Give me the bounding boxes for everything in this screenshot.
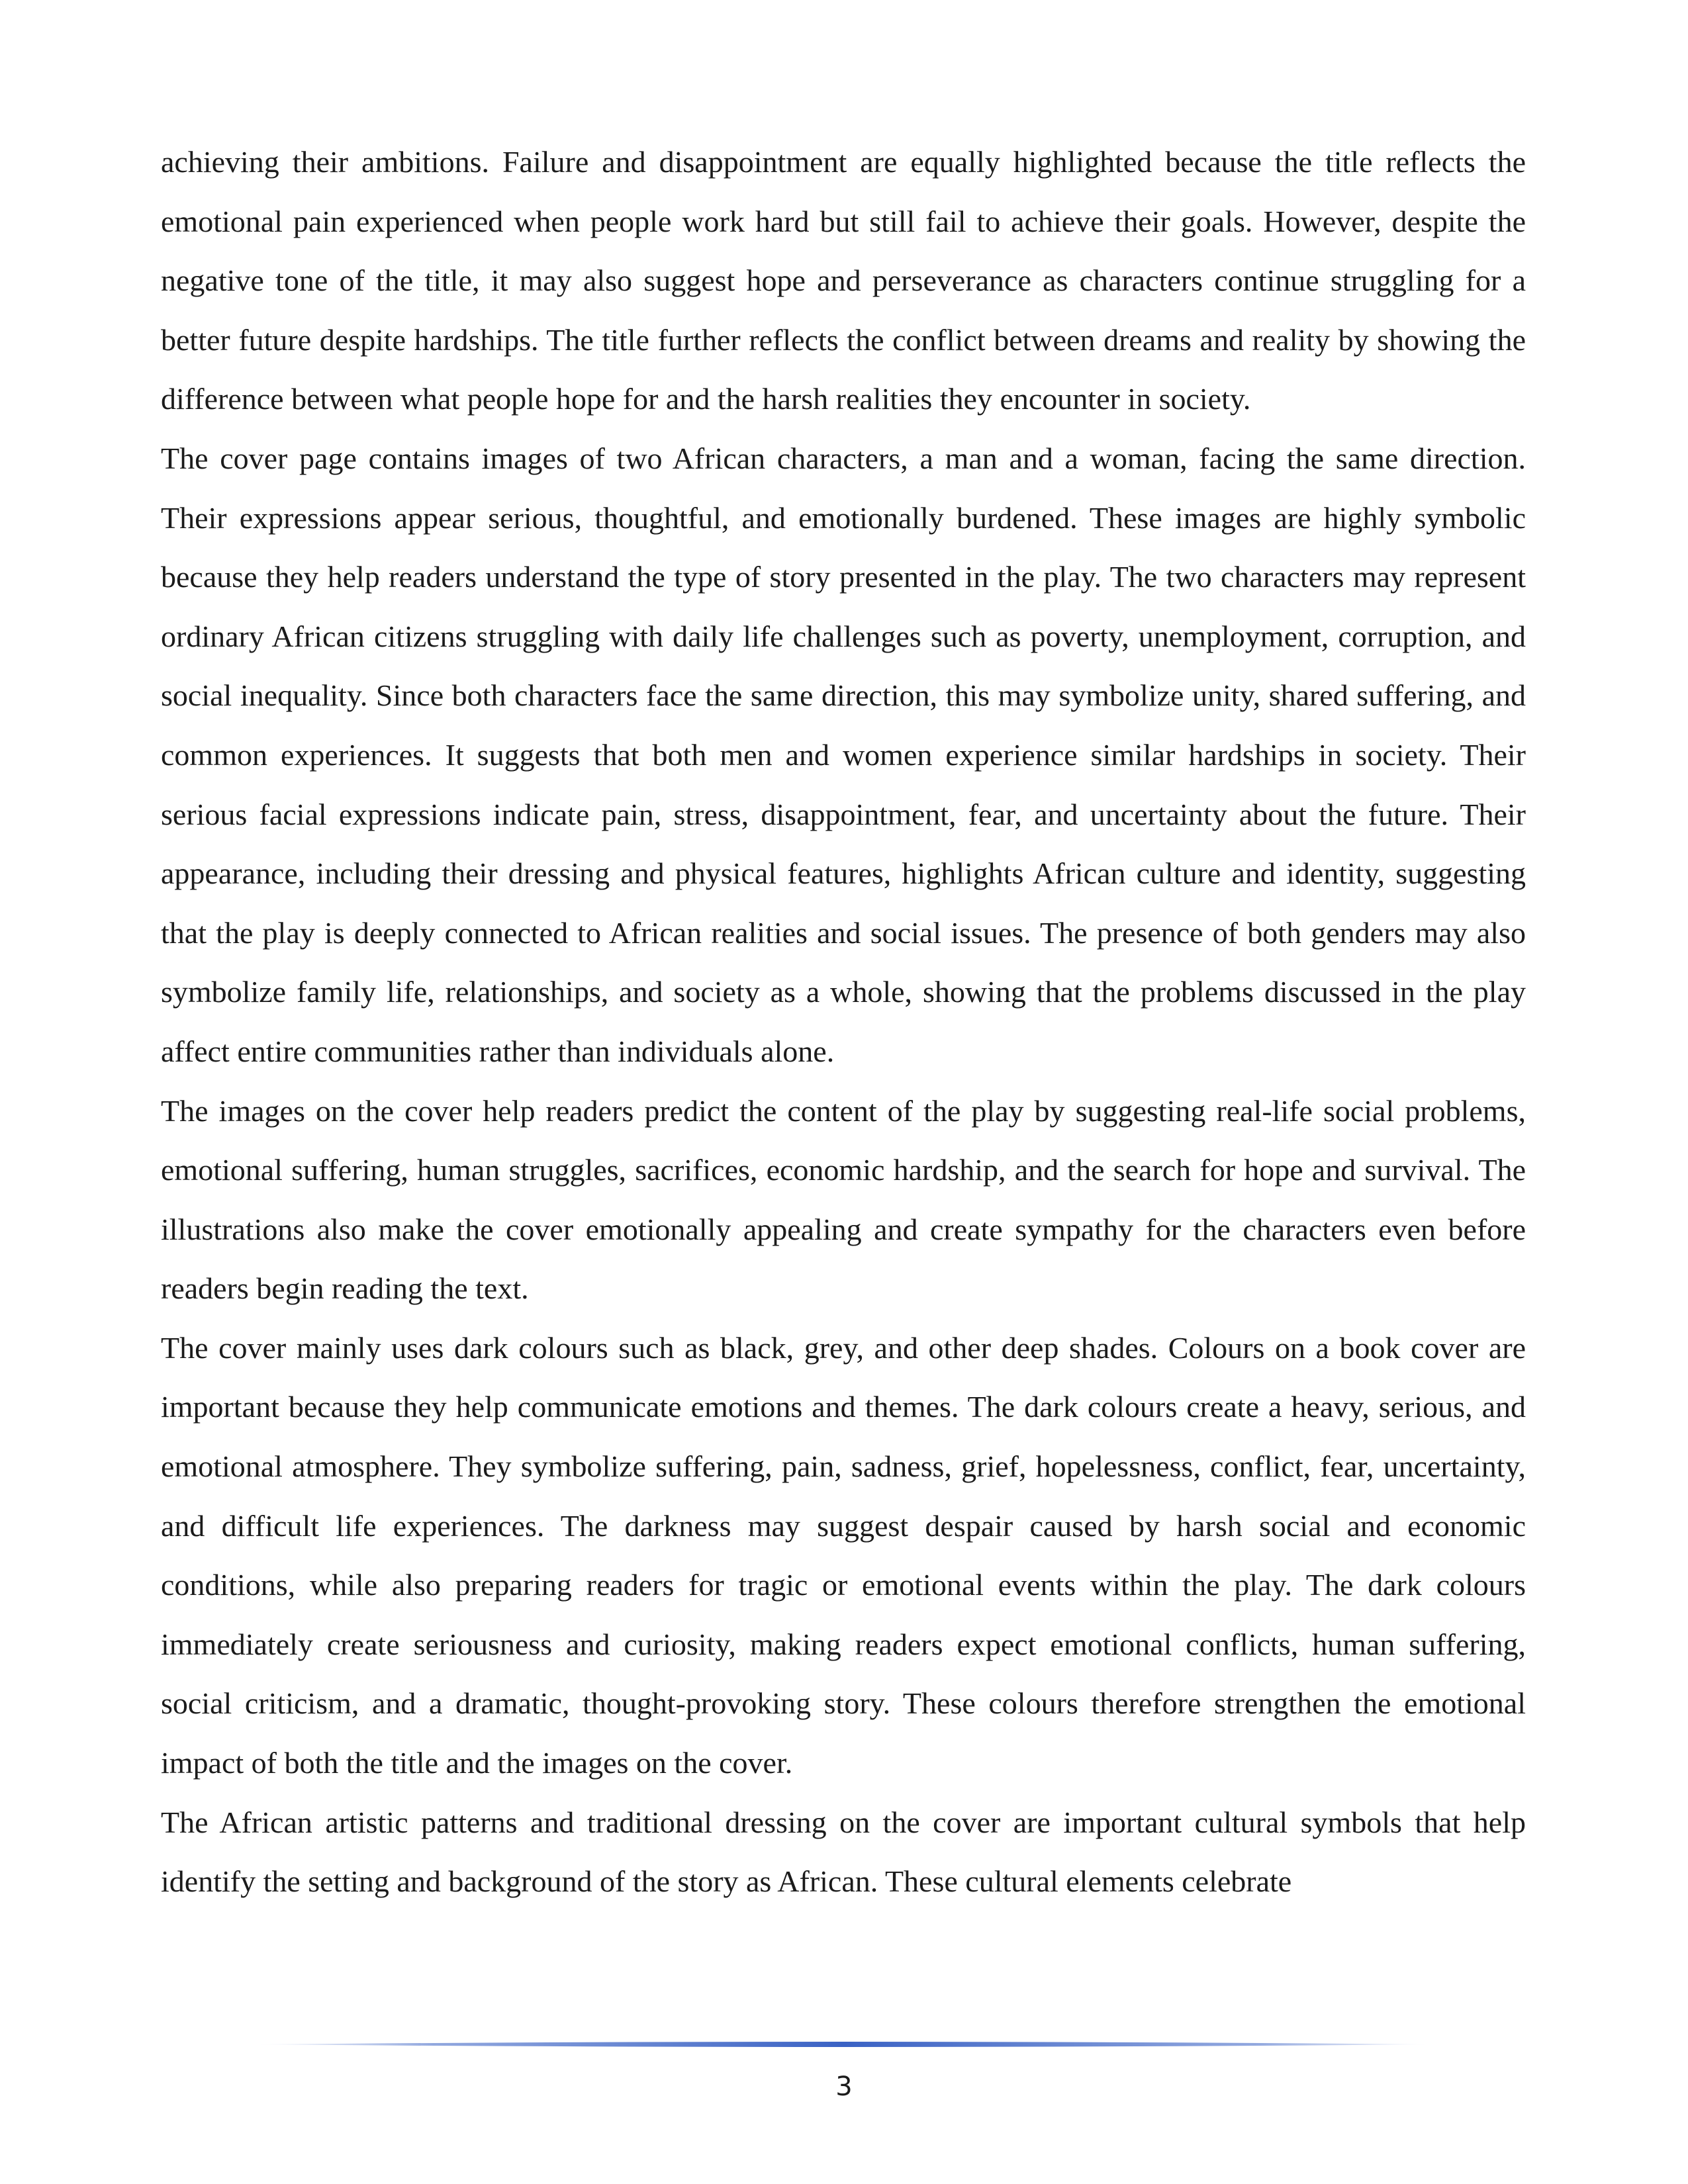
paragraph-title-reflection: achieving their ambitions. Failure and disappointment are equally highlighted because the title reflects the emotional pain experienced when people work hard but still fail to achieve their goals. However, despite the negative tone of the title, it may also suggest hope and perseverance as characters continue struggling for a better future despite hardships. The title further reflects the conflict between dreams and reality by showing the difference between what people hope for and the harsh realities they encounter in society.: [161, 145, 1526, 416]
document-body: [161, 132, 1526, 1911]
paragraph-cultural-patterns: The African artistic patterns and traditional dressing on the cover are important cultural symbols that help identify the setting and background of the story as African. These cultural elements celebrate: [161, 1805, 1526, 1899]
page-number: 3: [835, 2071, 853, 2102]
paragraph-cover-characters: The cover page contains images of two African characters, a man and a woman, facing the same direction. Their expressions appear serious, thoughtful, and emotionally burdened. These images are highly symbolic because they help readers understand the type of story presented in the play. The two characters may represent ordinary African citizens struggling with daily life challenges such as poverty, unemployment, corruption, and social inequality. Since both characters face the same direction, this may symbolize unity, shared suffering, and common experiences. It suggests that both men and women experience similar hardships in society. Their serious facial expressions indicate pain, stress, disappointment, fear, and uncertainty about the future. Their appearance, including their dressing and physical features, highlights African culture and identity, suggesting that the play is deeply connected to African realities and social issues. The presence of both genders may also symbolize family life, relationships, and society as a whole, showing that the problems discussed in the play affect entire communities rather than individuals alone.: [161, 441, 1526, 1068]
paragraph-cover-colours: The cover mainly uses dark colours such as black, grey, and other deep shades. Colours on a book cover are important because they help communicate emotions and themes. The dark colours create a heavy, serious, and emotional atmosphere. They symbolize suffering, pain, sadness, grief, hopelessness, conflict, fear, uncertainty, and difficult life experiences. The darkness may suggest despair caused by harsh social and economic conditions, while also preparing readers for tragic or emotional events within the play. The dark colours immediately create seriousness and curiosity, making readers expect emotional conflicts, human suffering, social criticism, and a dramatic, thought-provoking story. These colours therefore strengthen the emotional impact of both the title and the images on the cover.: [161, 1330, 1526, 1780]
paragraph-cover-images: The images on the cover help readers predict the content of the play by suggesting real-life social problems, emotional suffering, human struggles, sacrifices, economic hardship, and the search for hope and survival. The illustrations also make the cover emotionally appealing and create sympathy for the characters even before readers begin reading the text.: [161, 1093, 1526, 1306]
footer-divider: [255, 2040, 1433, 2049]
